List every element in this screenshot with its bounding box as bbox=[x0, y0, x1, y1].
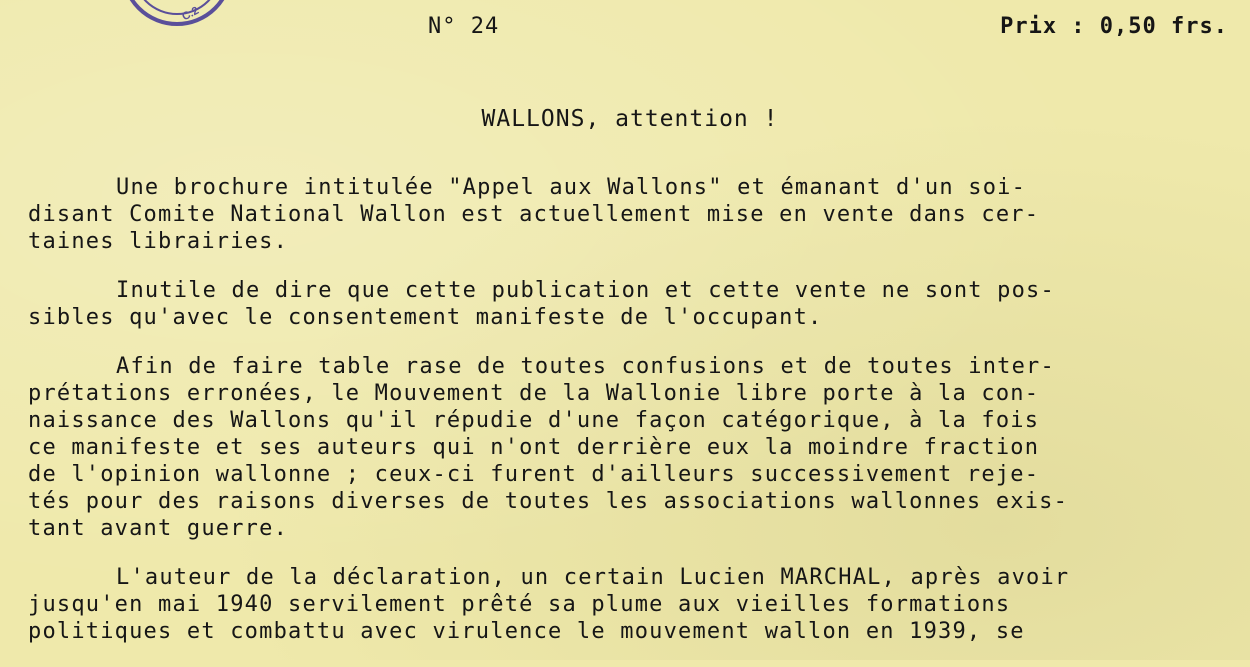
text-line: disant Comite National Wallon est actuellement mise en vente dans cer- bbox=[28, 202, 1040, 227]
text-line: sibles qu'avec le consentement manifeste de l'occupant. bbox=[28, 305, 823, 330]
document-body bbox=[28, 174, 1228, 667]
price-label: Prix : 0,50 frs. bbox=[1000, 14, 1228, 39]
paragraph bbox=[28, 277, 1228, 331]
text-line: prétations erronées, le Mouvement de la Wallonie libre porte à la con- bbox=[28, 381, 1040, 406]
paragraph bbox=[28, 564, 1228, 645]
stamp-label: C.2 bbox=[180, 4, 201, 24]
text-line: L'auteur de la déclaration, un certain Lucien MARCHAL, après avoir bbox=[116, 565, 1070, 590]
text-line: de l'opinion wallonne ; ceux-ci furent d'ailleurs successivement reje- bbox=[28, 462, 1040, 487]
document-title: WALLONS, attention ! bbox=[481, 106, 779, 132]
text-line: Afin de faire table rase de toutes confusions et de toutes inter- bbox=[116, 354, 1055, 379]
text-line: jusqu'en mai 1940 servilement prêté sa plume aux vieilles formations bbox=[28, 592, 1011, 617]
text-line: taines librairies. bbox=[28, 229, 289, 254]
text-line: tant avant guerre. bbox=[28, 516, 289, 541]
issue-number: N° 24 bbox=[428, 14, 500, 39]
text-line: Une brochure intitulée "Appel aux Wallons" et émanant d'un soi- bbox=[116, 175, 1027, 200]
text-line: naissance des Wallons qu'il répudie d'une façon catégorique, à la fois bbox=[28, 408, 1040, 433]
text-line: tés pour des raisons diverses de toutes les associations wallonnes exis- bbox=[28, 489, 1069, 514]
paragraph bbox=[28, 353, 1228, 542]
text-line: Inutile de dire que cette publication et cette vente ne sont pos- bbox=[116, 278, 1055, 303]
text-line: ce manifeste et ses auteurs qui n'ont derrière eux la moindre fraction bbox=[28, 435, 1040, 460]
document-header bbox=[0, 8, 1250, 42]
text-line: politiques et combattu avec virulence le mouvement wallon en 1939, se bbox=[28, 619, 1025, 644]
paragraph bbox=[28, 174, 1228, 255]
